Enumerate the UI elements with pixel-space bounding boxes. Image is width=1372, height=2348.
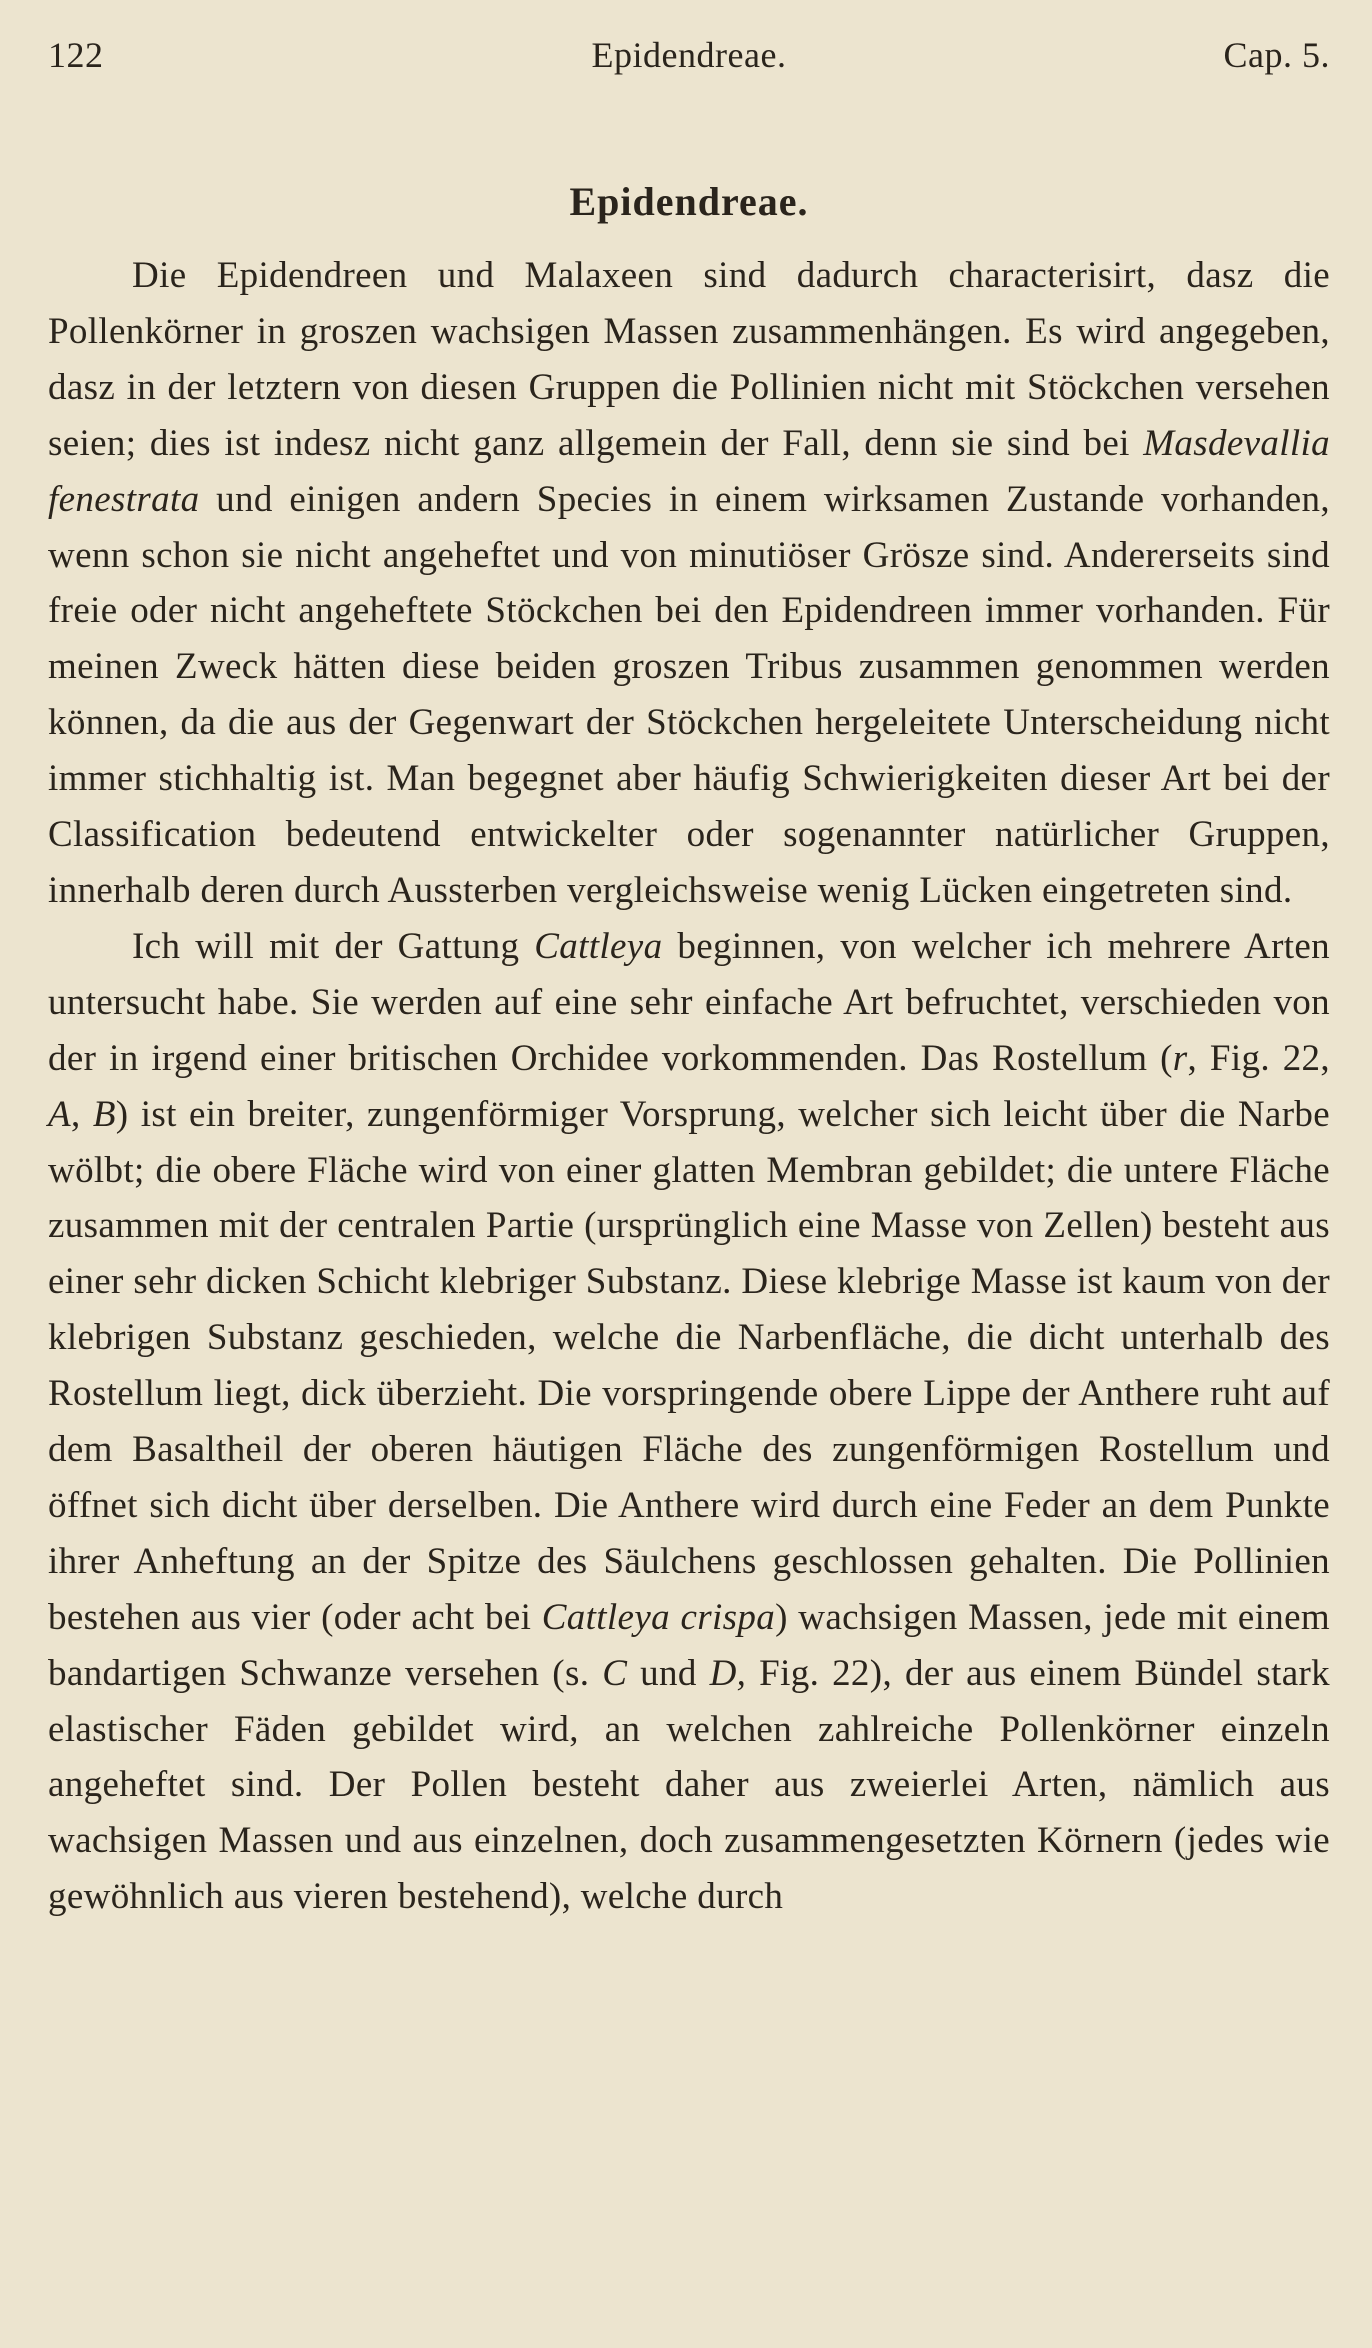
running-title: Epidendreae. (591, 35, 787, 75)
italic-genus: Cattleya (534, 925, 663, 967)
paragraph-1 (48, 248, 1330, 919)
text-run: Die Epidendreen und Malaxeen sind dadurch characterisirt, dasz die Pollenkörner in groszen wachsigen Massen zusammenhängen. Es wird angegeben, dasz in der letztern von diesen Gruppen die Pollinien nicht mit Stöckchen versehen seien; dies ist indesz nicht ganz allgemein der Fall, denn sie sind bei (48, 255, 1330, 464)
text-run: ) wachsigen Massen, jede mit einem bandartigen Schwanze versehen (s. (48, 1596, 1330, 1694)
italic-species: Cattleya crispa (541, 1596, 776, 1638)
text-run: ) ist ein breiter, zungenförmiger Vorsprung, welcher sich leicht über die Narbe wölbt; die obere Fläche wird von einer glatten Membran gebildet; die untere Fläche zusammen mit der centralen Partie (ursprünglich eine Masse von Zellen) besteht aus einer sehr dicken Schicht klebriger Substanz. Diese klebrige Masse ist kaum von der klebrigen Substanz geschieden, welche die Narbenfläche, die dicht unterhalb des Rostellum liegt, dick überzieht. Die vorspringende obere Lippe der Anthere ruht auf dem Basaltheil der oberen häutigen Fläche des zungenförmigen Rostellum und öffnet sich dicht über derselben. Die Anthere wird durch eine Feder an dem Punkte ihrer Anheftung an der Spitze des Säulchens geschlossen gehalten. Die Pollinien bestehen aus vier (oder acht bei (48, 1093, 1330, 1638)
text-run: und (627, 1652, 710, 1694)
text-run: beginnen, von welcher ich mehrere Arten untersucht habe. Sie werden auf eine sehr einfache Art befruchtet, verschieden von der in irgend einer britischen Orchidee vorkommenden. Das Rostellum ( (48, 925, 1330, 1079)
italic-figure-ref: A (48, 1093, 71, 1135)
text-run: Fig. 22), der aus einem Bündel stark elastischer Fäden gebildet wird, an welchen zahlreiche Pollenkörner einzeln angeheftet sind. Der Pollen besteht daher aus zweierlei Arten, nämlich aus wachsigen Massen und aus einzelnen, doch zusammengesetzten Körnern (jedes wie gewöhnlich aus vieren bestehend), welche durch (48, 1652, 1331, 1918)
italic-taxon: Masdevallia fenestrata (48, 422, 1330, 520)
text-run: , Fig. 22, (1187, 1037, 1330, 1079)
body-text (48, 248, 1330, 1925)
running-header (48, 34, 1330, 84)
text-run: , (70, 1093, 93, 1135)
italic-figure-ref: r (1172, 1037, 1188, 1079)
text-run: Ich will mit der Gattung (132, 925, 535, 967)
text-run: und einigen andern Species in einem wirksamen Zustande vorhanden, wenn schon sie nicht angeheftet und von minutiöser Grösze sind. Andererseits sind freie oder nicht angeheftete Stöckchen bei den Epidendreen immer vorhanden. Für meinen Zweck hätten diese beiden groszen Tribus zusammen genommen werden können, da die aus der Gegenwart der Stöckchen hergeleitete Unterscheidung nicht immer stichhaltig ist. Man begegnet aber häufig Schwierigkeiten dieser Art bei der Classification bedeutend entwickelter oder sogenannter natürlicher Gruppen, innerhalb deren durch Aussterben vergleichsweise wenig Lücken eingetreten sind. (48, 478, 1330, 911)
chapter-label: Cap. 5. (1223, 35, 1330, 75)
italic-figure-ref: D, (709, 1652, 747, 1694)
italic-figure-ref: C (602, 1652, 628, 1694)
section-title: Epidendreae. (569, 179, 809, 224)
italic-figure-ref: B (92, 1093, 116, 1135)
page-number: 122 (48, 35, 104, 75)
paragraph-2 (48, 919, 1330, 1925)
